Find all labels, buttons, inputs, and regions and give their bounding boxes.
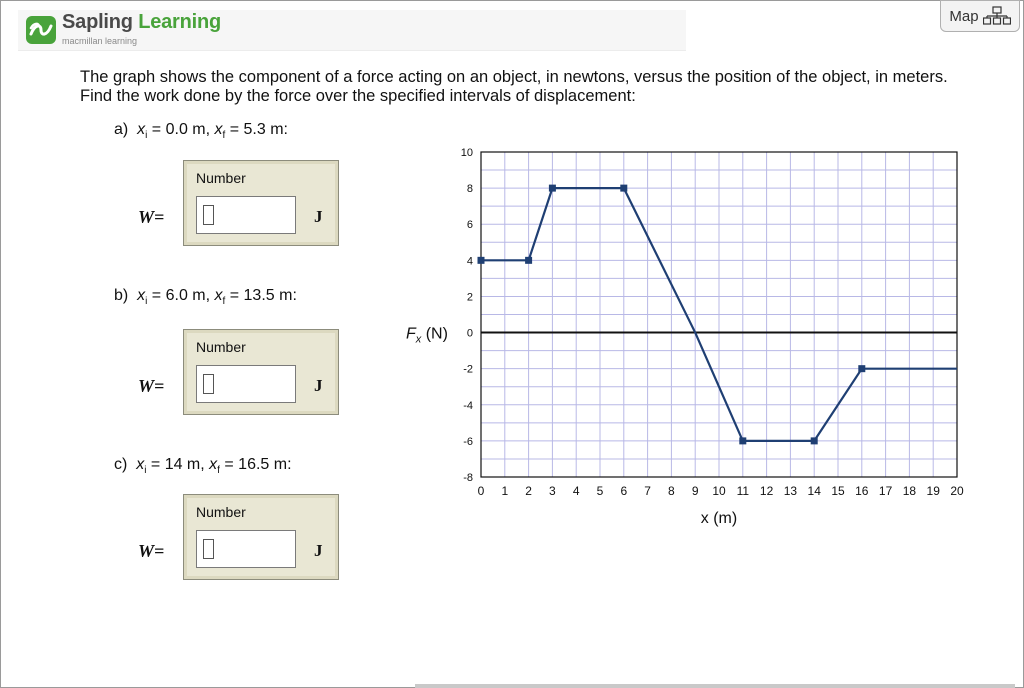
text-cursor-icon xyxy=(203,205,214,225)
x-tick-label: 1 xyxy=(501,484,509,498)
x-tick-label: 16 xyxy=(855,484,869,498)
part-a-unit: J xyxy=(314,207,323,226)
part-a-xf: 5.3 m xyxy=(243,121,284,138)
part-c-number-input[interactable] xyxy=(196,530,296,568)
sapling-logo-icon xyxy=(25,14,57,46)
brand-name xyxy=(62,11,221,34)
part-a-answer-box xyxy=(183,160,339,246)
y-axis-label: $F_x$ (N) xyxy=(406,325,448,346)
sitemap-icon xyxy=(983,6,1011,26)
bottom-toolbar-strip xyxy=(415,684,1015,688)
part-a-label: a) $x_i = 0.0$ m, $x_f = 5.3$ m: xyxy=(114,121,288,142)
part-b-work-symbol: W= xyxy=(138,376,165,396)
part-c-letter: c) xyxy=(114,456,128,473)
y-tick-label: -6 xyxy=(463,435,473,448)
part-c-answer-box xyxy=(183,494,339,580)
part-c-xi: 14 m xyxy=(164,456,201,473)
x-tick-label: 13 xyxy=(783,484,798,498)
x-tick-label: 14 xyxy=(807,484,821,498)
y-tick-label: 6 xyxy=(466,219,473,232)
part-a-xi: 0.0 m xyxy=(165,121,206,138)
x-tick-label: 10 xyxy=(712,484,726,498)
part-b-xf: 13.5 m xyxy=(243,287,293,304)
x-tick-label: 4 xyxy=(572,484,580,498)
x-tick-label: 3 xyxy=(549,484,556,498)
x-tick-label: 2 xyxy=(525,484,532,498)
part-b-unit: J xyxy=(314,376,323,395)
x-tick-label: 6 xyxy=(620,484,628,498)
part-b-number-label: Number xyxy=(196,339,246,355)
text-cursor-icon xyxy=(203,374,214,394)
map-button[interactable] xyxy=(940,0,1020,32)
x-tick-label: 11 xyxy=(736,484,750,498)
part-c-number-label: Number xyxy=(196,504,246,520)
part-b-letter: b) xyxy=(114,287,129,304)
part-b-label: b) $x_i = 6.0$ m, $x_f = 13.5$ m: xyxy=(114,287,297,308)
x-tick-label: 12 xyxy=(759,484,774,498)
part-a-letter: a) xyxy=(114,121,129,138)
x-tick-label: 15 xyxy=(831,484,845,498)
x-axis-label: x (m) xyxy=(700,510,738,527)
x-tick-label: 0 xyxy=(477,484,485,498)
part-a-work-symbol: W= xyxy=(138,207,165,227)
y-tick-label: 2 xyxy=(466,291,473,304)
y-tick-label: -2 xyxy=(463,363,473,376)
y-tick-label: -8 xyxy=(463,472,473,484)
question-text: The graph shows the component of a force acting on an object, in newtons, versus the position of the object, in meters. Find the work done by the force over the specified intervals of displacement: xyxy=(80,68,948,105)
x-tick-label: 19 xyxy=(926,484,940,498)
x-tick-label: 8 xyxy=(668,484,675,498)
text-cursor-icon xyxy=(203,539,214,559)
y-tick-label: 0 xyxy=(466,327,473,340)
brand-subtitle: macmillan learning xyxy=(62,36,138,46)
part-c-label: c) $x_i = 14$ m, $x_f = 16.5$ m: xyxy=(114,456,292,477)
brand-name-part2: Learning xyxy=(138,11,222,33)
y-tick-label: 10 xyxy=(460,147,473,159)
y-tick-label: -4 xyxy=(463,399,473,412)
y-tick-label: 4 xyxy=(466,255,473,268)
part-c-unit: J xyxy=(314,541,323,560)
x-tick-label: 18 xyxy=(902,484,917,498)
part-a-number-input[interactable] xyxy=(196,196,296,234)
part-b-xi: 6.0 m xyxy=(165,287,206,304)
x-tick-label: 17 xyxy=(878,484,893,498)
brand-name-part1: Sapling xyxy=(62,11,133,33)
x-tick-label: 7 xyxy=(644,484,651,498)
y-tick-label: 8 xyxy=(466,183,473,196)
part-a-number-label: Number xyxy=(196,170,246,186)
part-c-xf: 16.5 m xyxy=(238,456,288,473)
part-b-number-input[interactable] xyxy=(196,365,296,403)
x-tick-label: 20 xyxy=(950,484,964,498)
part-b-answer-box xyxy=(183,329,339,415)
x-tick-label: 5 xyxy=(596,484,604,498)
map-label: Map xyxy=(949,7,979,25)
x-tick-label: 9 xyxy=(691,484,699,498)
part-c-work-symbol: W= xyxy=(138,541,165,561)
